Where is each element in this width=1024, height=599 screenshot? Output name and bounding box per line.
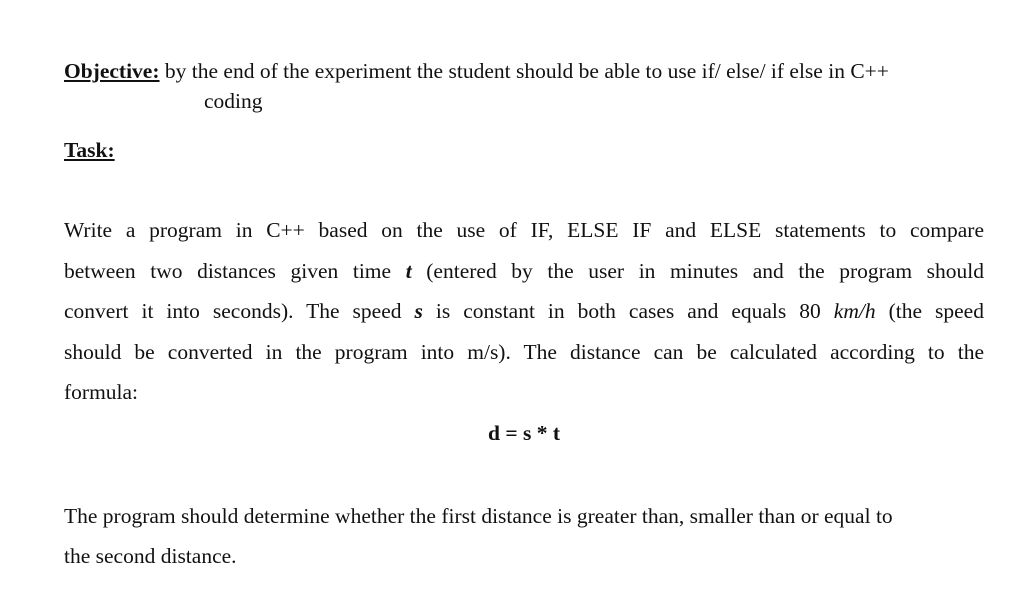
conclusion-line-1: The program should determine whether the first distance is greater than, smaller than or equal to bbox=[64, 504, 893, 528]
speed-unit: km/h bbox=[833, 299, 876, 323]
task-line-4: should be converted in the program into m/s). The distance can be calculated according to the bbox=[64, 339, 984, 364]
task-line-3-part-b: is constant in both cases and equals 80 bbox=[422, 299, 834, 323]
task-heading: Task: bbox=[64, 138, 115, 162]
objective-paragraph bbox=[64, 56, 984, 116]
task-line-1: Write a program in C++ based on the use of IF, ELSE IF and ELSE statements to compare bbox=[64, 218, 984, 242]
conclusion-paragraph bbox=[64, 496, 984, 576]
task-paragraph bbox=[64, 210, 984, 413]
task-line-2-part-b: (entered by the user in minutes and the program should bbox=[411, 258, 984, 283]
task-line-3-part-a: convert it into seconds). The speed bbox=[64, 299, 415, 323]
objective-text-line2: coding bbox=[204, 89, 263, 113]
objective-label: Objective: bbox=[64, 59, 160, 83]
objective-text-line1: by the end of the experiment the student should be able to use if/ else/ if else in C++ bbox=[159, 59, 889, 83]
conclusion-line-2: the second distance. bbox=[64, 544, 237, 568]
distance-formula: d = s * t bbox=[488, 421, 560, 445]
task-line-5: formula: bbox=[64, 380, 139, 404]
task-line-3 bbox=[64, 291, 984, 332]
speed-variable: s bbox=[414, 299, 423, 323]
task-line-2 bbox=[64, 251, 984, 292]
task-line-3-part-c: (the speed bbox=[875, 299, 984, 323]
task-line-2-part-a: between two distances given time bbox=[64, 258, 406, 283]
time-variable: t bbox=[405, 258, 412, 283]
